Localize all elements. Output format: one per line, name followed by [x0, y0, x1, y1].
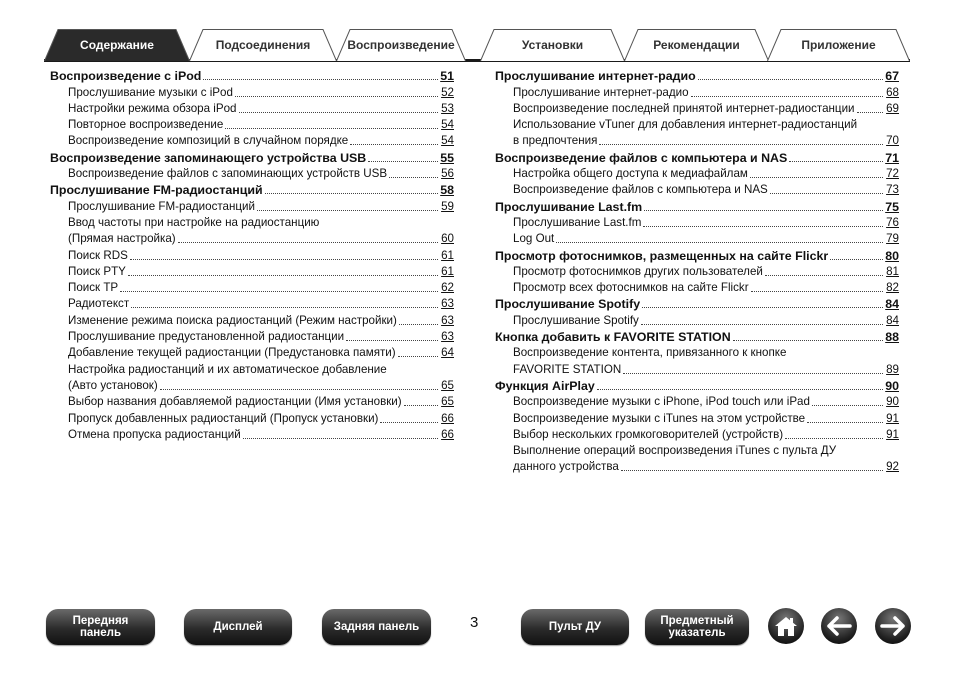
toc-page-link[interactable]: 91	[886, 411, 899, 425]
toc-entry-title: Функция AirPlay	[495, 378, 595, 393]
toc-page-link[interactable]: 70	[886, 134, 899, 148]
toc-entry[interactable]	[50, 132, 454, 148]
toc-entry[interactable]	[50, 311, 454, 327]
forward-button[interactable]	[875, 608, 911, 644]
toc-entry[interactable]	[495, 165, 899, 181]
tab-tips[interactable]	[624, 28, 769, 61]
toc-entry[interactable]	[50, 246, 454, 262]
dot-leader	[178, 241, 438, 243]
toc-entry[interactable]	[495, 230, 899, 246]
toc-entry[interactable]	[50, 377, 454, 393]
dot-leader	[131, 306, 438, 308]
toc-entry[interactable]	[50, 100, 454, 116]
toc-page-link[interactable]: 64	[441, 346, 454, 360]
dot-leader	[765, 274, 883, 276]
toc-page-link[interactable]: 63	[441, 313, 454, 327]
dot-leader	[235, 95, 438, 97]
toc-entry-title: Прослушивание музыки с iPod	[68, 85, 233, 99]
home-button[interactable]	[768, 608, 804, 644]
toc-entry[interactable]	[50, 263, 454, 279]
toc-entry-title: Прослушивание FM-радиостанций	[50, 183, 263, 198]
remote-button[interactable]	[521, 609, 629, 645]
remote-label: Пульт ДУ	[548, 621, 602, 633]
toc-page-link[interactable]: 69	[886, 101, 899, 115]
toc-entry-title: Воспроизведение композиций в случайном порядке	[68, 134, 349, 148]
dot-leader	[239, 111, 439, 113]
toc-entry[interactable]	[50, 328, 454, 344]
dot-leader	[807, 421, 883, 423]
toc-page-link[interactable]: 76	[886, 215, 899, 229]
toc-page-link[interactable]: 65	[441, 395, 454, 409]
toc-entry[interactable]	[495, 83, 899, 99]
toc-page-link[interactable]: 54	[441, 134, 454, 148]
toc-entry[interactable]	[50, 409, 454, 425]
toc-entry-title: Кнопка добавить к FAVORITE STATION	[495, 330, 731, 345]
dot-leader	[750, 176, 883, 178]
toc-page-link[interactable]: 90	[886, 395, 899, 409]
toc-entry[interactable]	[50, 230, 454, 246]
dot-leader	[641, 323, 883, 325]
tab-label: Содержание	[80, 37, 154, 52]
dot-leader	[404, 404, 438, 406]
toc-entry-title: Настройка радиостанций и их автоматическое добавление	[68, 362, 387, 376]
toc-entry-title: Использование vTuner для добавления интернет-радиостанций	[513, 118, 858, 132]
toc-entry[interactable]	[50, 426, 454, 442]
toc-page-link[interactable]: 51	[440, 69, 454, 84]
toc-entry[interactable]	[50, 393, 454, 409]
tab-label: Рекомендации	[653, 37, 740, 52]
tab-label: Приложение	[801, 37, 876, 52]
toc-page-link[interactable]: 75	[885, 199, 899, 214]
toc-page-link[interactable]: 79	[886, 232, 899, 246]
toc-entry	[495, 344, 899, 360]
toc-entry-title: Прослушивание предустановленной радиостанции	[68, 330, 345, 344]
toc-page-link[interactable]: 66	[441, 427, 454, 441]
dot-leader	[789, 160, 883, 162]
toc-page-link[interactable]: 84	[886, 313, 899, 327]
toc-entry-title: Поиск TP	[68, 281, 119, 295]
toc-entry-title: Прослушивание Last.fm	[495, 199, 643, 214]
toc-entry-title: Воспроизведение файлов с запоминающих устройств USB	[68, 167, 388, 181]
toc-page-link[interactable]: 80	[885, 248, 899, 263]
toc-entry-title: (Прямая настройка)	[68, 232, 176, 246]
back-button[interactable]	[821, 608, 857, 644]
dot-leader	[751, 290, 883, 292]
toc-entry-title: Прослушивание FM-радиостанций	[68, 199, 255, 213]
rear-panel-button[interactable]	[322, 609, 431, 645]
toc-entry[interactable]	[495, 214, 899, 230]
dot-leader	[623, 372, 883, 374]
dot-leader	[368, 160, 438, 162]
tab-appendix[interactable]	[767, 28, 910, 61]
toc-page-link[interactable]: 82	[886, 281, 899, 295]
tab-settings[interactable]	[480, 28, 625, 61]
toc-entry	[495, 442, 899, 458]
toc-entry-title: Воспроизведение музыки с iPhone, iPod touch или iPad	[513, 395, 810, 409]
toc-entry-title: Просмотр фотоснимков других пользователей	[513, 264, 763, 278]
dot-leader	[599, 143, 883, 145]
toc-page-link[interactable]: 53	[441, 101, 454, 115]
toc-entry[interactable]	[495, 458, 899, 474]
arrow-right-icon	[880, 616, 906, 636]
toc-heading[interactable]	[50, 181, 454, 197]
toc-heading[interactable]	[495, 295, 899, 311]
index-label: Предметный указатель	[660, 615, 734, 639]
dot-leader	[785, 437, 883, 439]
dot-leader	[698, 78, 883, 80]
dot-leader	[642, 306, 883, 308]
toc-page-link[interactable]: 66	[441, 411, 454, 425]
toc-entry-title: Отмена пропуска радиостанций	[68, 427, 241, 441]
display-label: Дисплей	[213, 621, 263, 633]
dot-leader	[643, 225, 883, 227]
tab-contents[interactable]	[44, 28, 190, 61]
toc-entry[interactable]	[495, 132, 899, 148]
dot-leader	[160, 388, 438, 390]
toc-entry[interactable]	[50, 165, 454, 181]
toc-entry-title: Воспроизведение последней принятой интернет-радиостанции	[513, 101, 855, 115]
toc-page-link[interactable]: 89	[886, 362, 899, 376]
toc-page-link[interactable]: 63	[441, 297, 454, 311]
dot-leader	[257, 209, 438, 211]
toc-left-column	[50, 67, 454, 442]
toc-entry-title: Пропуск добавленных радиостанций (Пропуск установки)	[68, 411, 379, 425]
toc-page-link[interactable]: 90	[885, 378, 899, 393]
toc-entry-title: Прослушивание Spotify	[513, 313, 639, 327]
toc-heading[interactable]	[50, 148, 454, 164]
toc-entry-title: Log Out	[513, 232, 555, 246]
toc-page-link[interactable]: 68	[886, 85, 899, 99]
toc-page-link[interactable]: 72	[886, 167, 899, 181]
toc-entry-title: Настройка общего доступа к медиафайлам	[513, 167, 748, 181]
dot-leader	[389, 176, 438, 178]
toc-entry-title: Выбор названия добавляемой радиостанции (Имя установки)	[68, 395, 402, 409]
page-number: 3	[470, 614, 479, 631]
toc-entry-title: Просмотр фотоснимков, размещенных на сайте Flickr	[495, 248, 829, 263]
toc-entry-title: в предпочтения	[513, 134, 598, 148]
front-panel-button[interactable]	[46, 609, 155, 645]
dot-leader	[621, 469, 883, 471]
toc-entry[interactable]	[50, 197, 454, 213]
toc-entry-title: Прослушивание интернет-радио	[495, 69, 696, 84]
toc-heading[interactable]	[495, 328, 899, 344]
toc-page-link[interactable]: 84	[885, 297, 899, 312]
toc-entry-title: Просмотр всех фотоснимков на сайте Flickr	[513, 281, 749, 295]
toc-entry[interactable]	[495, 393, 899, 409]
toc-entry-title: Поиск RDS	[68, 248, 128, 262]
toc-page-link[interactable]: 54	[441, 118, 454, 132]
toc-page-link[interactable]: 61	[441, 248, 454, 262]
toc-entry[interactable]	[495, 181, 899, 197]
toc-page-link[interactable]: 62	[441, 281, 454, 295]
toc-entry	[50, 360, 454, 376]
toc-page-link[interactable]: 73	[886, 183, 899, 197]
dot-leader	[265, 192, 438, 194]
dot-leader	[812, 404, 883, 406]
dot-leader	[346, 339, 438, 341]
dot-leader	[128, 274, 438, 276]
dot-leader	[120, 290, 438, 292]
toc-heading[interactable]	[50, 67, 454, 83]
dot-leader	[203, 78, 438, 80]
toc-entry	[495, 116, 899, 132]
dot-leader	[830, 258, 883, 260]
toc-entry-title: Выбор нескольких громкоговорителей (устройств)	[513, 427, 784, 441]
toc-entry[interactable]	[50, 344, 454, 360]
toc-page-link[interactable]: 61	[441, 264, 454, 278]
index-button[interactable]	[645, 609, 749, 645]
display-button[interactable]	[184, 609, 292, 645]
toc-entry[interactable]	[495, 279, 899, 295]
toc-entry	[50, 214, 454, 230]
toc-heading[interactable]	[495, 148, 899, 164]
toc-page-link[interactable]: 60	[441, 232, 454, 246]
toc-entry-title: Воспроизведение запоминающего устройства USB	[50, 150, 367, 165]
dot-leader	[770, 192, 883, 194]
toc-entry-title: Настройки режима обзора iPod	[68, 101, 237, 115]
toc-page-link[interactable]: 56	[441, 167, 454, 181]
toc-heading[interactable]	[495, 246, 899, 262]
toc-entry-title: Добавление текущей радиостанции (Предустановка памяти)	[68, 346, 396, 360]
dot-leader	[398, 355, 438, 357]
arrow-left-icon	[826, 616, 852, 636]
toc-page-link[interactable]: 92	[886, 460, 899, 474]
toc-page-link[interactable]: 91	[886, 427, 899, 441]
dot-leader	[556, 241, 883, 243]
tab-bar	[44, 26, 910, 62]
tab-playback[interactable]	[336, 28, 466, 61]
dot-leader	[399, 323, 438, 325]
toc-entry-title: Поиск PTY	[68, 264, 126, 278]
tab-connections[interactable]	[189, 28, 337, 61]
toc-entry-title: Радиотекст	[68, 297, 130, 311]
toc-entry[interactable]	[50, 295, 454, 311]
dot-leader	[243, 437, 438, 439]
toc-page-link[interactable]: 58	[440, 183, 454, 198]
tab-label: Установки	[521, 37, 584, 52]
toc-page-link[interactable]: 67	[885, 69, 899, 84]
toc-entry-title: Повторное воспроизведение	[68, 118, 224, 132]
toc-entry-title: Выполнение операций воспроизведения iTunes с пульта ДУ	[513, 444, 837, 458]
front-panel-label: Передняя панель	[72, 615, 129, 639]
toc-right-column	[495, 67, 899, 474]
dot-leader	[691, 95, 883, 97]
toc-entry[interactable]	[50, 116, 454, 132]
dot-leader	[225, 127, 438, 129]
rear-panel-label: Задняя панель	[333, 621, 420, 633]
dot-leader	[350, 143, 438, 145]
toc-entry-title: Воспроизведение контента, привязанного к кнопке	[513, 346, 787, 360]
toc-heading[interactable]	[495, 377, 899, 393]
toc-entry-title: Прослушивание Last.fm	[513, 215, 642, 229]
toc-entry-title: Воспроизведение с iPod	[50, 69, 202, 84]
dot-leader	[380, 421, 438, 423]
toc-page-link[interactable]: 88	[885, 330, 899, 345]
dot-leader	[857, 111, 883, 113]
toc-page-link[interactable]: 63	[441, 330, 454, 344]
toc-page-link[interactable]: 52	[441, 85, 454, 99]
toc-entry-title: (Авто установок)	[68, 378, 158, 392]
toc-entry[interactable]	[50, 279, 454, 295]
toc-page-link[interactable]: 55	[440, 150, 454, 165]
toc-entry-title: Изменение режима поиска радиостанций (Режим настройки)	[68, 313, 397, 327]
toc-entry[interactable]	[495, 100, 899, 116]
toc-entry-title: Воспроизведение файлов с компьютера и NAS	[513, 183, 768, 197]
toc-entry-title: Ввод частоты при настройке на радиостанцию	[68, 215, 320, 229]
toc-entry-title: FAVORITE STATION	[513, 362, 622, 376]
toc-entry-title: Воспроизведение файлов с компьютера и NAS	[495, 150, 788, 165]
tab-label: Подсоединения	[215, 37, 311, 52]
dot-leader	[597, 388, 883, 390]
toc-page-link[interactable]: 59	[441, 199, 454, 213]
toc-page-link[interactable]: 71	[885, 150, 899, 165]
home-icon	[774, 615, 798, 637]
toc-entry[interactable]	[495, 263, 899, 279]
toc-entry[interactable]	[495, 360, 899, 376]
toc-entry-title: данного устройства	[513, 460, 619, 474]
toc-entry-title: Прослушивание Spotify	[495, 297, 641, 312]
dot-leader	[644, 209, 883, 211]
dot-leader	[130, 258, 438, 260]
toc-entry[interactable]	[50, 83, 454, 99]
tab-label: Воспроизведение	[347, 37, 455, 52]
toc-heading[interactable]	[495, 67, 899, 83]
toc-entry[interactable]	[495, 311, 899, 327]
toc-heading[interactable]	[495, 197, 899, 213]
toc-entry[interactable]	[495, 409, 899, 425]
toc-page-link[interactable]: 81	[886, 264, 899, 278]
toc-entry-title: Прослушивание интернет-радио	[513, 85, 689, 99]
dot-leader	[733, 339, 883, 341]
toc-entry[interactable]	[495, 426, 899, 442]
toc-page-link[interactable]: 65	[441, 378, 454, 392]
toc-entry-title: Воспроизведение музыки с iTunes на этом устройстве	[513, 411, 806, 425]
